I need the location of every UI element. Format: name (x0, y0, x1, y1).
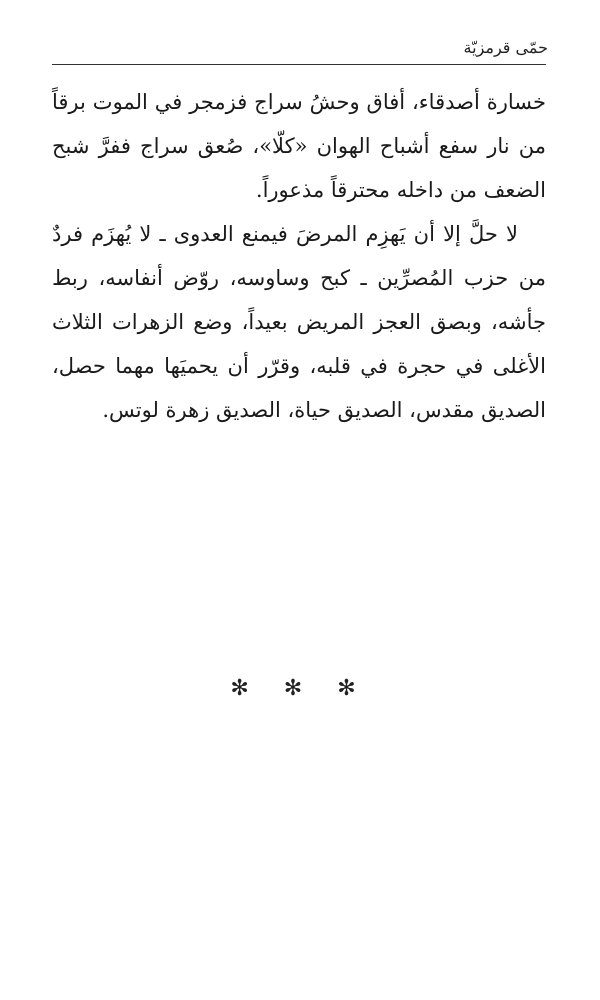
header-rule (52, 64, 546, 65)
body-text (52, 80, 546, 432)
running-head-title: حمّى قرمزيّة (463, 38, 548, 57)
paragraph-1: خسارة أصدقاء، أفاق وحشُ سراج فزمجر في الموت برقاً من نار سفع أشباح الهوان «كلّا»، صُعق سراج ففرَّ شبح الضعف من داخله محترقاً مذعوراً. (52, 90, 546, 202)
paragraph-2: لا حلَّ إلا أن يَهزِم المرضَ فيمنع العدوى ـ لا يُهزَم فردٌ من حزب المُصرِّين ـ كبح وساوسه، روّض أنفاسه، ربط جأشه، وبصق العجز المريض بعيداً، وضع الزهرات الثلاث الأغلى في حجرة في قلبه، وقرّر أن يحميَها مهما حصل، الصديق مقدس، الصديق حياة، الصديق زهرة لوتس. (52, 222, 546, 422)
section-separator: ✻ ✻ ✻ (230, 676, 370, 701)
